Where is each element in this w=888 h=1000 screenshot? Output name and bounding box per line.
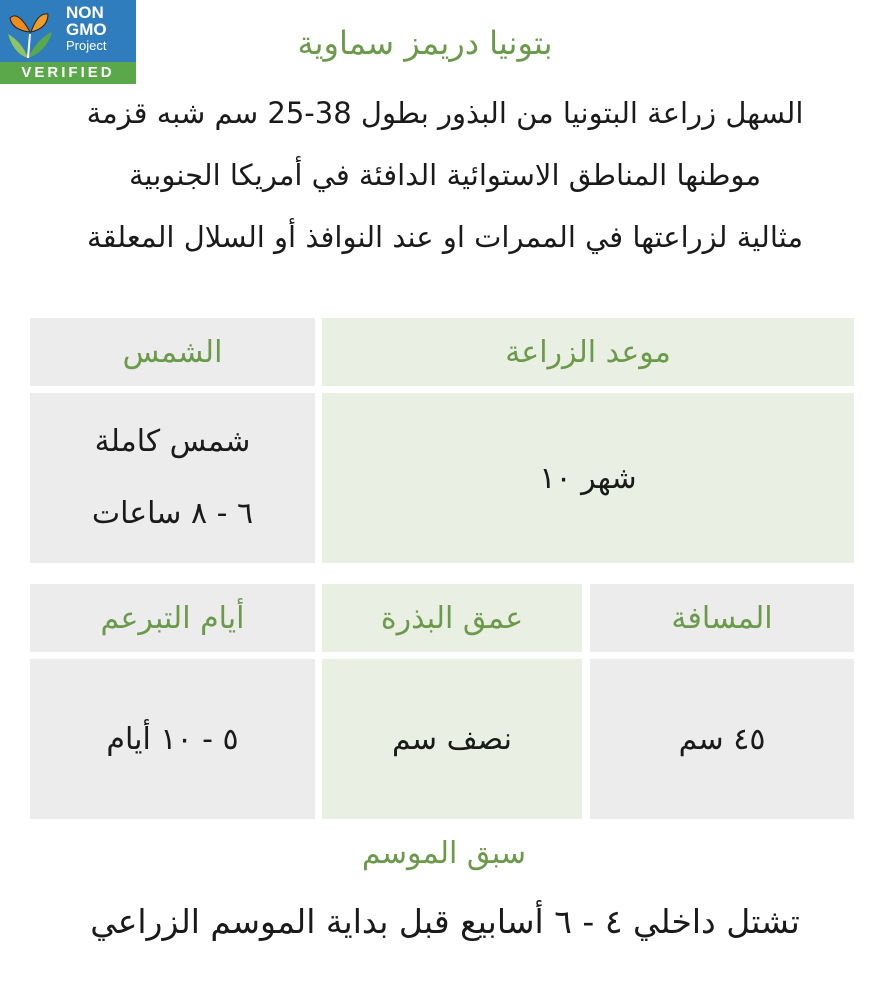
non-gmo-verified-logo	[0, 0, 136, 86]
distance-value-text: ٤٥ سم	[678, 721, 766, 757]
distance-value	[590, 659, 854, 819]
logo-line-1: NON	[66, 3, 104, 22]
seed-depth-value	[322, 659, 582, 819]
sun-header	[30, 318, 315, 386]
planting-time-header	[322, 318, 854, 386]
description-line-2: موطنها المناطق الاستوائية الدافئة في أمريكا الجنوبية	[128, 158, 762, 192]
logo-line-3: Project	[66, 38, 107, 53]
logo-text	[66, 4, 107, 52]
planting-time-value-text: شهر ١٠	[539, 460, 637, 496]
planting-time-value	[322, 393, 854, 563]
seed-depth-header-label: عمق البذرة	[380, 600, 524, 636]
description-line-1: السهل زراعة البتونيا من البذور بطول 38-25 سم شبه قزمة	[86, 96, 804, 130]
sun-value	[30, 393, 315, 563]
planting-time-header-label: موعد الزراعة	[505, 334, 671, 370]
germination-days-value-text: ٥ - ١٠ أيام	[106, 721, 239, 757]
sun-value-line-2: ٦ - ٨ ساعات	[91, 496, 254, 531]
seed-depth-value-text: نصف سم	[391, 721, 513, 757]
description-line-3: مثالية لزراعتها في الممرات او عند النوافذ أو السلال المعلقة	[87, 220, 803, 254]
season-title: سبق الموسم	[361, 836, 527, 871]
distance-header	[590, 584, 854, 652]
germination-days-header-label: أيام التبرعم	[100, 600, 245, 636]
season-text: تشتل داخلي ٤ - ٦ أسابيع قبل بداية الموسم الزراعي	[90, 902, 800, 941]
germination-days-header	[30, 584, 315, 652]
logo-line-2: GMO	[66, 20, 107, 39]
germination-days-value	[30, 659, 315, 819]
distance-header-label: المسافة	[671, 600, 773, 636]
logo-verified-badge: VERIFIED	[0, 62, 136, 84]
seed-depth-header	[322, 584, 582, 652]
butterfly-leaf-icon	[4, 4, 56, 60]
sun-header-label: الشمس	[122, 334, 223, 370]
page-title: بتونيا دريمز سماوية	[297, 24, 553, 62]
sun-value-line-1: شمس كاملة	[94, 424, 251, 459]
